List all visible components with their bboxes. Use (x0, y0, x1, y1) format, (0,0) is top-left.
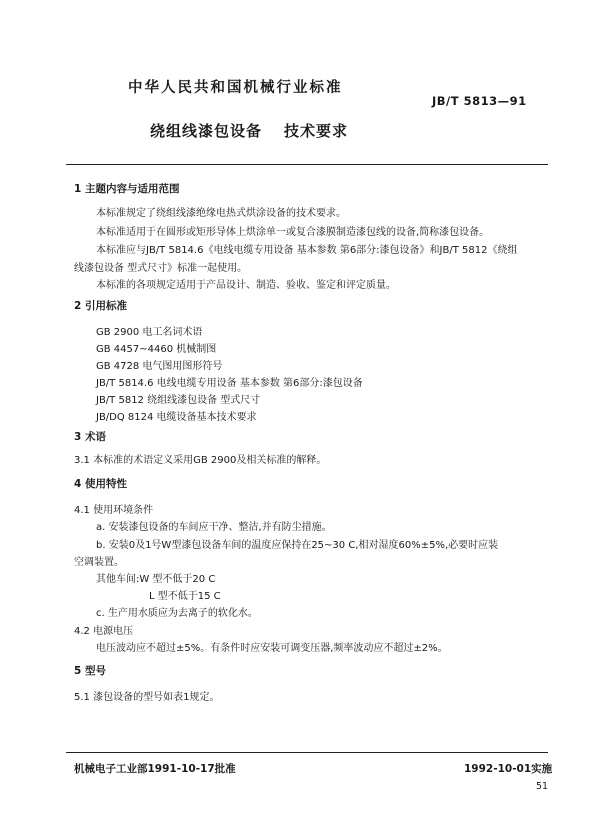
section-1-heading: 1 主题内容与适用范围 (74, 183, 180, 195)
clause-4-1-c: c. 生产用水质应为去离子的软化水。 (96, 608, 258, 619)
clause-5-1: 5.1 漆包设备的型号如表1规定。 (74, 692, 220, 703)
implementation-date: 1992-10-01实施 (464, 763, 553, 775)
section-1-para-3b: 线漆包设备 型式尺寸》标准一起使用。 (74, 263, 248, 274)
reference-item: JB/T 5812 绕组线漆包设备 型式尺寸 (96, 395, 261, 406)
standard-title: 中华人民共和国机械行业标准 (128, 80, 343, 96)
reference-item: JB/DQ 8124 电缆设备基本技术要求 (96, 412, 257, 423)
clause-4-1-b-line1: b. 安装0及1号W型漆包设备车间的温度应保持在25~30 C,相对湿度60%±5%,必要时应装 (96, 540, 499, 551)
footer-divider (66, 752, 548, 753)
reference-item: GB 4728 电气图用图形符号 (96, 361, 223, 372)
section-5-heading: 5 型号 (74, 665, 106, 677)
clause-4-1-b-line4: L 型不低于15 C (149, 591, 221, 602)
clause-3-1: 3.1 本标准的术语定义采用GB 2900及相关标准的解释。 (74, 455, 327, 466)
standard-code: JB/T 5813—91 (432, 94, 527, 108)
clause-4-1-a: a. 安装漆包设备的车间应干净、整洁,并有防尘措施。 (96, 522, 332, 533)
document-title (150, 120, 348, 141)
reference-item: GB 2900 电工名词术语 (96, 327, 203, 338)
document-title-sub: 技术要求 (284, 122, 349, 140)
document-title-main: 绕组线漆包设备 (150, 122, 263, 140)
section-2-heading: 2 引用标准 (74, 300, 127, 312)
section-1-para-3a: 本标准应与JB/T 5814.6《电线电缆专用设备 基本参数 第6部分:漆包设备》和JB/T 5812《绕组 (96, 245, 518, 256)
clause-4-1: 4.1 使用环境条件 (74, 505, 154, 516)
clause-4-2: 4.2 电源电压 (74, 626, 134, 637)
clause-4-1-b-line3: 其他车间:W 型不低于20 C (96, 574, 216, 585)
approval-date: 机械电子工业部1991-10-17批准 (74, 763, 236, 775)
header-divider (66, 164, 548, 165)
section-1-para-1: 本标准规定了绕组线漆绝缘电热式烘涂设备的技术要求。 (96, 208, 346, 219)
reference-item: JB/T 5814.6 电线电缆专用设备 基本参数 第6部分:漆包设备 (96, 378, 363, 389)
clause-4-2-text: 电压波动应不超过±5%。有条件时应安装可调变压器,频率波动应不超过±2%。 (96, 643, 448, 654)
section-3-heading: 3 术语 (74, 431, 106, 443)
clause-4-1-b-line2: 空调装置。 (74, 557, 124, 568)
reference-item: GB 4457~4460 机械制图 (96, 344, 217, 355)
section-1-para-2: 本标准适用于在圆形或矩形导体上烘涂单一或复合漆膜制造漆包线的设备,简称漆包设备。 (96, 227, 490, 238)
section-1-para-4: 本标准的各项规定适用于产品设计、制造、验收、鉴定和评定质量。 (96, 280, 396, 291)
section-4-heading: 4 使用特性 (74, 478, 127, 490)
page-number: 51 (536, 781, 549, 792)
